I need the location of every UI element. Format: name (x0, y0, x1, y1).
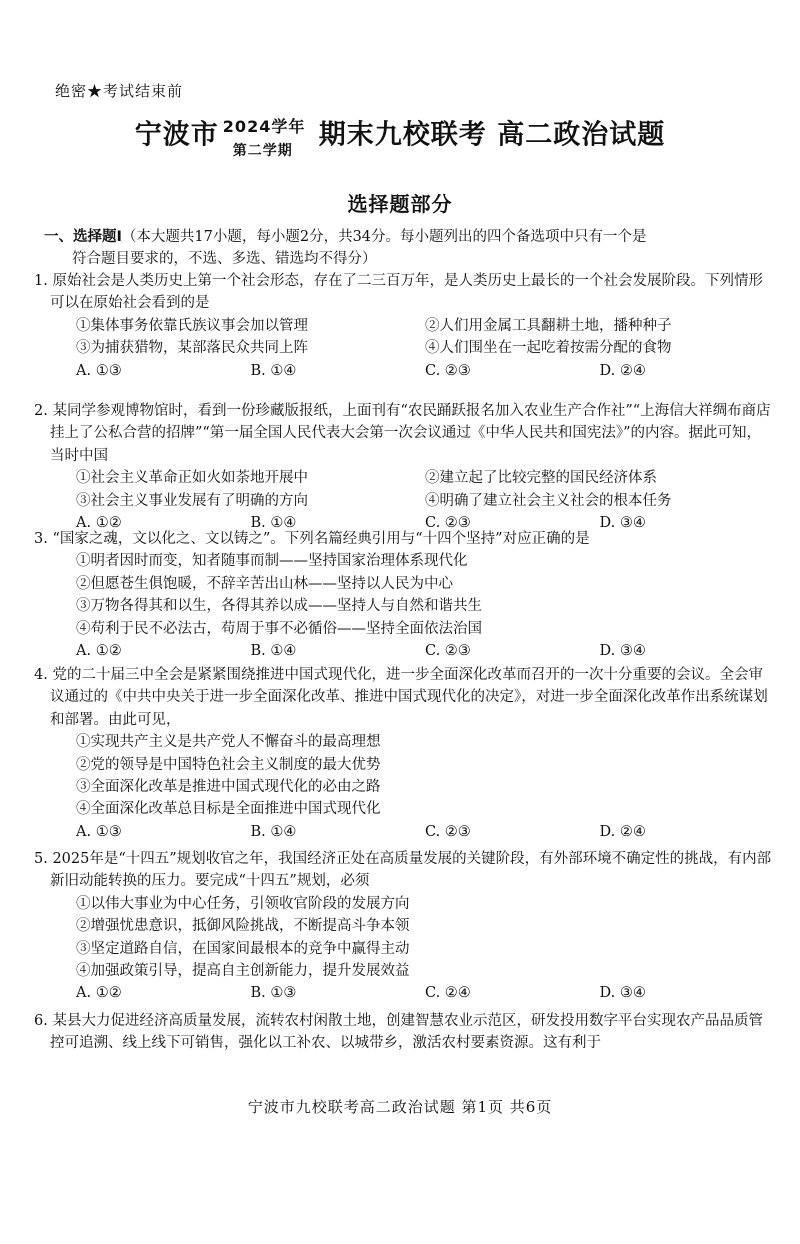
option-4: ④明确了建立社会主义社会的根本任务 (425, 492, 672, 509)
answer-d: D. ②④ (599, 823, 646, 840)
question-2 (34, 400, 774, 534)
instructions-line2: 符合题目要求的，不选、多选、错选均不得分） (72, 251, 377, 267)
title-term-stack (223, 112, 315, 160)
answer-b: B. ①③ (250, 985, 297, 1002)
answer-a: A. ①② (76, 985, 122, 1002)
answer-a: A. ①③ (76, 823, 122, 840)
option-1: ①社会主义革命正如火如荼地开展中 (76, 470, 308, 487)
question-options (34, 731, 774, 821)
answer-b: B. ①④ (250, 643, 297, 660)
answer-choices (34, 640, 774, 662)
option-1: ①实现共产主义是共产党人不懈奋斗的最高理想 (76, 734, 381, 751)
answer-choices (34, 821, 774, 843)
instructions-line1: （本大题共17小题，每小题2分，共34分。每小题列出的四个备选项中只有一个是 (121, 229, 647, 245)
question-stem: 6. 某县大力促进经济高质量发展，流转农村闲散土地，创建智慧农业示范区，研发投用数字平台实现农产品品质管控可追溯、线上线下可销售，强化以工补农、以城带乡，激活农村要素资源。这有利于 (34, 1013, 763, 1052)
answer-d: D. ③④ (599, 515, 646, 532)
option-3: ③坚定道路自信，在国家间最根本的竞争中赢得主动 (76, 940, 410, 957)
question-stem: 4. 党的二十届三中全会是紧紧围绕推进中国式现代化，进一步全面深化改革而召开的一次十分重要的会议。全会审议通过的《中共中央关于进一步全面深化改革、推进中国式现代化的决定》，对进一步全面深化改革作出系统谋划和部署。由此可见， (34, 667, 768, 728)
confidential-mark: 绝密★考试结束前 (55, 82, 184, 100)
question-5 (34, 848, 774, 1005)
question-options (34, 315, 774, 360)
title-term: 第二学期 (232, 143, 293, 159)
question-options (34, 467, 774, 512)
answer-a: A. ①② (76, 643, 122, 660)
option-4: ④人们围坐在一起吃着按需分配的食物 (425, 340, 672, 357)
answer-choices (34, 982, 774, 1004)
answer-d: D. ③④ (599, 985, 646, 1002)
answer-c: C. ②③ (425, 643, 471, 660)
question-1 (34, 270, 774, 382)
question-stem: 2. 某同学参观博物馆时，看到一份珍藏版报纸，上面刊有“农民踊跃报名加入农业生产合作社”“上海信大祥绸布商店挂上了公私合营的招牌”“第一届全国人民代表大会第一次会议通过《中华人民共和国宪法》”的内容。据此可知，当时中国 (34, 403, 771, 464)
section-title: 选择题部分 (347, 192, 453, 216)
title-main: 期末九校联考 高二政治试题 (318, 119, 666, 151)
answer-b: B. ①④ (250, 362, 297, 379)
page-footer: 宁波市九校联考高二政治试题 第1页 共6页 (247, 1098, 553, 1116)
answer-c: C. ②④ (425, 985, 471, 1002)
question-stem: 3. “国家之魂，文以化之、文以铸之”。下列名篇经典引用与“十四个坚持”对应正确的是 (34, 531, 590, 547)
option-3: ③为捕获猎物，某部落民众共同上阵 (76, 340, 308, 357)
option-4: ④加强政策引导，提高自主创新能力，提升发展效益 (76, 963, 410, 980)
option-4: ④全面深化改革总目标是全面推进中国式现代化 (76, 801, 381, 818)
option-4: ④苟利于民不必法古，苟周于事不必循俗——坚持全面依法治国 (76, 620, 482, 637)
exam-title (0, 112, 800, 160)
question-options (34, 550, 774, 640)
question-4 (34, 664, 774, 843)
answer-choices (34, 360, 774, 382)
answer-d: D. ③④ (599, 643, 646, 660)
instructions-head: 一、选择题Ⅰ (44, 229, 122, 245)
answer-c: C. ②③ (425, 362, 471, 379)
question-stem: 5. 2025年是“十四五”规划收官之年，我国经济正处在高质量发展的关键阶段，有外部环境不确定性的挑战，有内部新旧动能转换的压力。要完成“十四五”规划，必须 (34, 851, 772, 890)
option-3: ③万物各得其和以生，各得其养以成——坚持人与自然和谐共生 (76, 598, 482, 615)
question-6 (34, 1010, 774, 1055)
answer-a: A. ①③ (76, 362, 122, 379)
option-1: ①明者因时而变，知者随事而制——坚持国家治理体系现代化 (76, 553, 468, 570)
question-options (34, 893, 774, 983)
answer-b: B. ①④ (250, 823, 297, 840)
option-1: ①以伟大事业为中心任务，引领收官阶段的发展方向 (76, 895, 410, 912)
option-2: ②党的领导是中国特色社会主义制度的最大优势 (76, 756, 381, 773)
answer-a: A. ①② (76, 515, 122, 532)
answer-c: C. ②③ (425, 823, 471, 840)
option-3: ③全面深化改革是推进中国式现代化的必由之路 (76, 779, 381, 796)
answer-c: C. ②③ (425, 515, 471, 532)
option-2: ②人们用金属工具翻耕土地，播种种子 (425, 317, 672, 334)
option-3: ③社会主义事业发展有了明确的方向 (76, 492, 308, 509)
option-2: ②增强忧患意识，抵御风险挑战，不断提高斗争本领 (76, 918, 410, 935)
option-1: ①集体事务依靠氏族议事会加以管理 (76, 317, 308, 334)
title-year: 2024学年 (222, 117, 306, 136)
option-2: ②建立起了比较完整的国民经济体系 (425, 470, 657, 487)
option-2: ②但愿苍生俱饱暖，不辞辛苦出山林——坚持以人民为中心 (76, 575, 453, 592)
question-stem: 1. 原始社会是人类历史上第一个社会形态，存在了二三百万年，是人类历史上最长的一个社会发展阶段。下列情形可以在原始社会看到的是 (34, 273, 763, 312)
instructions (44, 226, 770, 270)
question-3 (34, 528, 774, 662)
answer-b: B. ①④ (250, 515, 297, 532)
answer-d: D. ②④ (599, 362, 646, 379)
title-city: 宁波市 (134, 119, 219, 151)
